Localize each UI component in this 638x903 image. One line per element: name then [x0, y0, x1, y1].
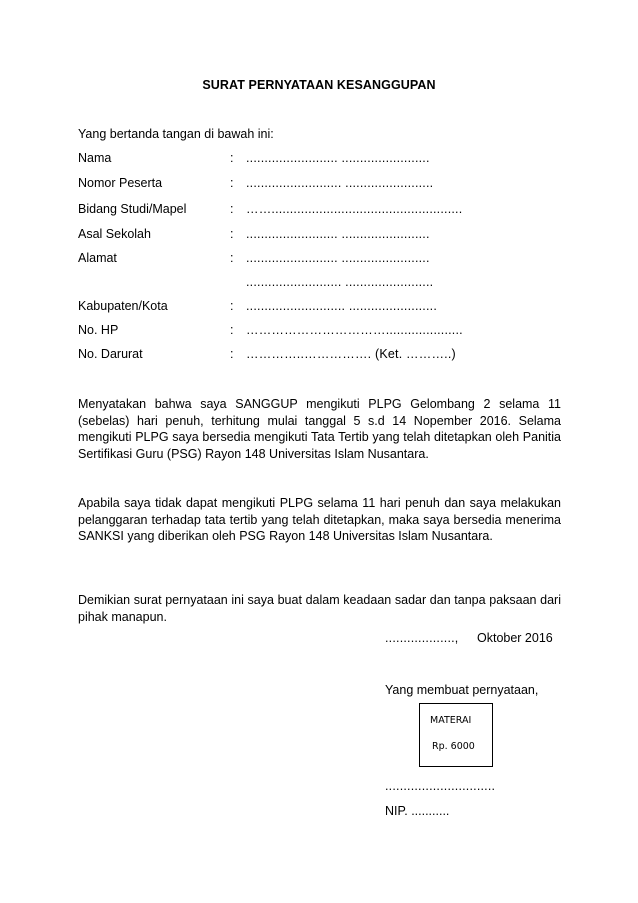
field-value: ......................... ........................	[246, 151, 430, 165]
field-label: No. Darurat	[78, 347, 143, 361]
place-blank: ...................,	[385, 631, 459, 645]
stamp-amount: Rp. 6000	[432, 741, 475, 752]
date-text: Oktober 2016	[477, 631, 553, 645]
field-label: Kabupaten/Kota	[78, 299, 168, 313]
field-colon: :	[230, 202, 234, 216]
field-label: Alamat	[78, 251, 117, 265]
field-value: ......................... ........................	[246, 227, 430, 241]
field-value: ........................... ........................	[246, 299, 437, 313]
field-colon: :	[230, 323, 234, 337]
field-colon: :	[230, 151, 234, 165]
document-title: SURAT PERNYATAAN KESANGGUPAN	[202, 78, 436, 92]
signatory-caption: Yang membuat pernyataan,	[385, 683, 539, 697]
field-label: Nama	[78, 151, 112, 165]
nip-value: ...........	[411, 804, 450, 818]
signature-date	[385, 631, 553, 645]
field-value: .......................... ........................	[246, 176, 434, 190]
field-value: ……....................................................	[246, 202, 463, 216]
materai-stamp-box	[419, 703, 493, 767]
nip-label: NIP.	[385, 804, 408, 818]
signature-name-line: ..............................	[385, 779, 496, 793]
field-colon: :	[230, 347, 234, 361]
statement-paragraph: Menyatakan bahwa saya SANGGUP mengikuti PLPG Gelombang 2 selama 11 (sebelas) hari penuh, terhitung mulai tanggal 5 s.d 14 Nopember 2016. Selama mengikuti PLPG saya bersedia mengikuti Tata Tertib yang telah ditetapkan oleh Panitia Sertifikasi Guru (PSG) Rayon 148 Universitas Islam Nusantara.	[78, 397, 561, 461]
field-value: …………..……………. (Ket. ………..)	[246, 347, 456, 361]
sanction-paragraph: Apabila saya tidak dapat mengikuti PLPG selama 11 hari penuh dan saya melakukan pelanggaran terhadap tata tertib yang telah ditetapkan, maka saya bersedia menerima SANKSI yang diberikan oleh PSG Rayon 148 Universitas Islam Nusantara.	[78, 496, 561, 543]
field-value: .......................... ........................	[246, 275, 434, 289]
field-label: Nomor Peserta	[78, 176, 163, 190]
field-value: ......................... ........................	[246, 251, 430, 265]
field-label: No. HP	[78, 323, 119, 337]
nip-line	[385, 804, 449, 818]
stamp-label: MATERAI	[430, 715, 472, 726]
field-colon: :	[230, 251, 234, 265]
field-label: Asal Sekolah	[78, 227, 151, 241]
intro-text: Yang bertanda tangan di bawah ini:	[78, 127, 274, 141]
field-colon: :	[230, 176, 234, 190]
field-colon: :	[230, 227, 234, 241]
field-label: Bidang Studi/Mapel	[78, 202, 187, 216]
field-colon: :	[230, 299, 234, 313]
field-value: …………………………….....................	[246, 323, 463, 337]
closing-paragraph: Demikian surat pernyataan ini saya buat dalam keadaan sadar dan tanpa paksaan dari pihak manapun.	[78, 593, 561, 624]
